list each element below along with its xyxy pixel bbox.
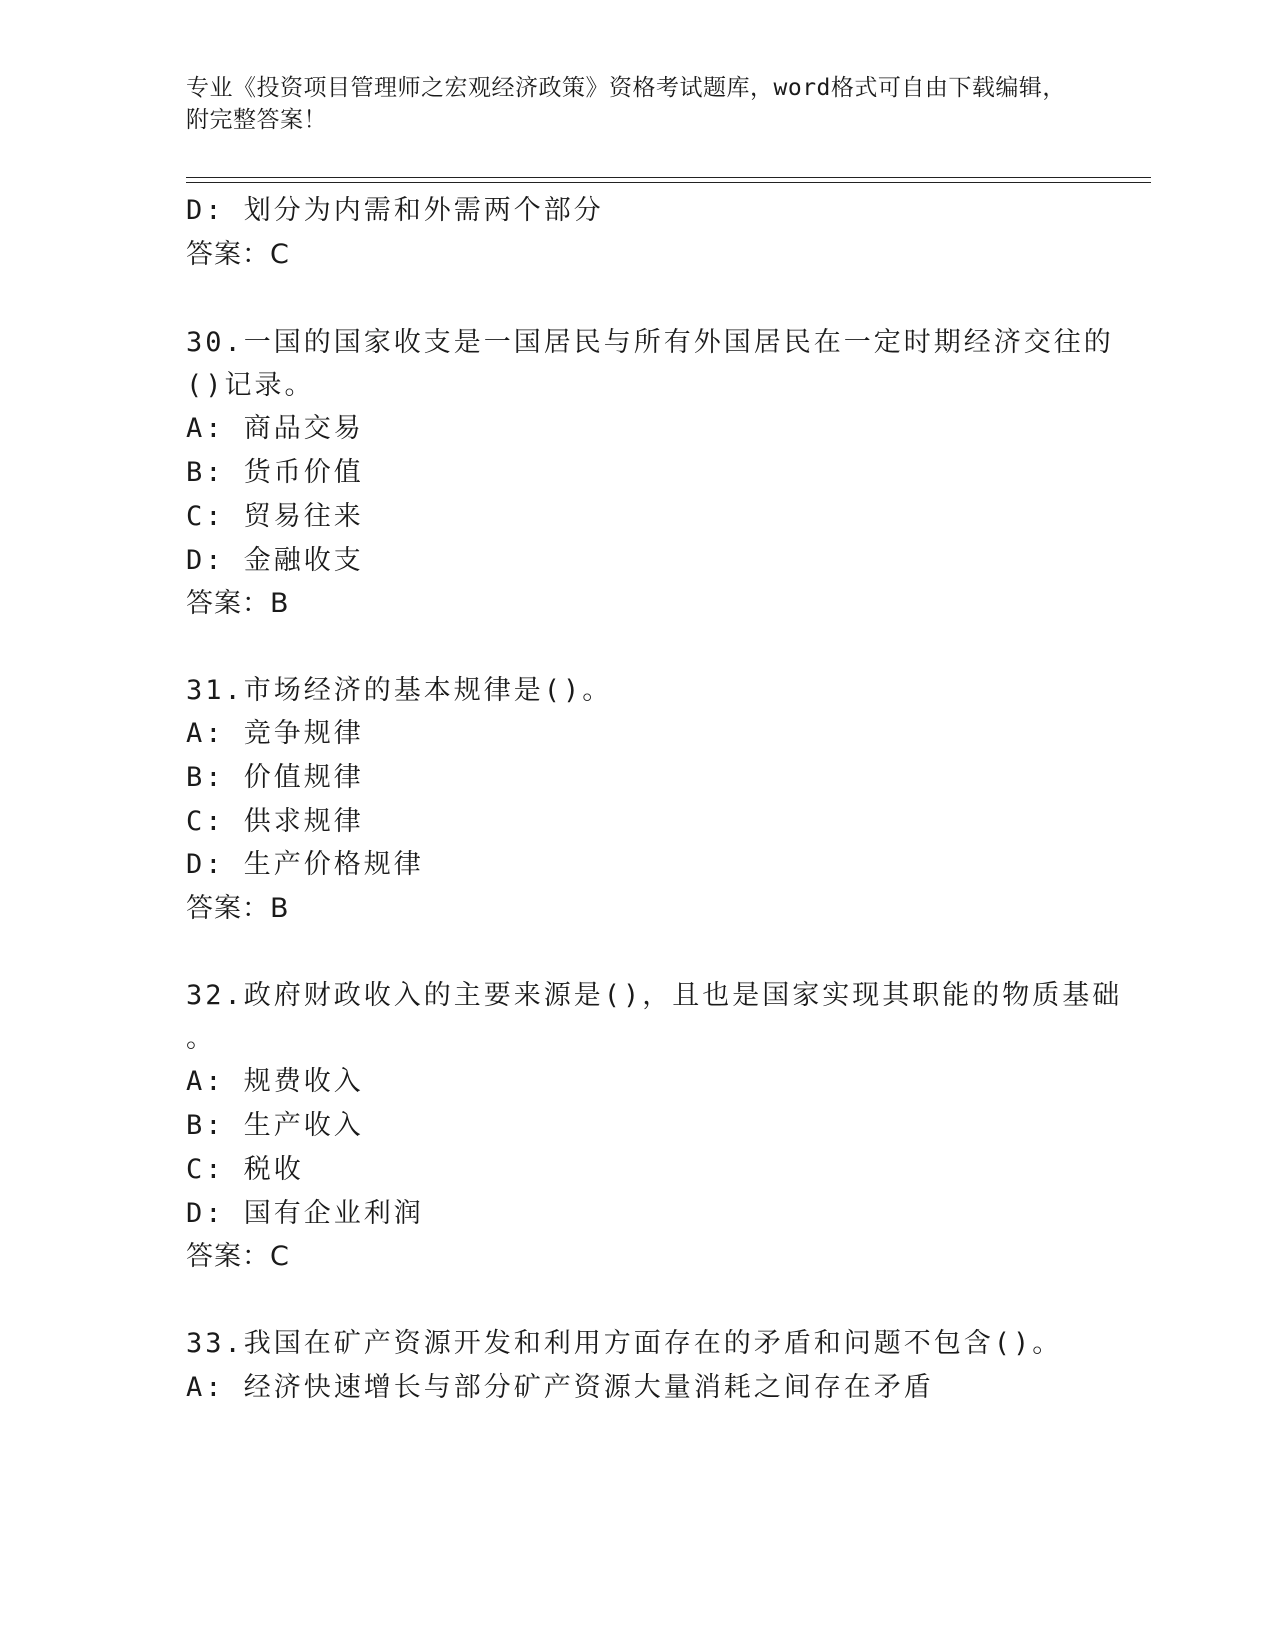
option-d: D: 划分为内需和外需两个部分 xyxy=(186,195,604,226)
question-stem: 31.市场经济的基本规律是()。 xyxy=(186,675,613,706)
question-stem-continued: 。 xyxy=(186,1023,216,1054)
option-a: A: 经济快速增长与部分矿产资源大量消耗之间存在矛盾 xyxy=(186,1372,934,1403)
option-d: D: 国有企业利润 xyxy=(186,1198,424,1229)
option-d: D: 金融收支 xyxy=(186,545,364,576)
question-stem: 33.我国在矿产资源开发和利用方面存在的矛盾和问题不包含()。 xyxy=(186,1328,1063,1359)
option-c: C: 贸易往来 xyxy=(186,501,364,532)
page-header: 专业《投资项目管理师之宏观经济政策》资格考试题库，word格式可自由下载编辑，附完整答案！ xyxy=(186,75,1066,133)
question-stem: 32.政府财政收入的主要来源是()，且也是国家实现其职能的物质基础 xyxy=(186,980,1123,1011)
header-rule-top xyxy=(186,177,1151,178)
option-d: D: 生产价格规律 xyxy=(186,849,424,880)
answer-line: 答案：C xyxy=(186,1241,290,1272)
question-stem-continued: ()记录。 xyxy=(186,370,315,401)
answer-line: 答案：B xyxy=(186,893,290,924)
question-stem: 30.一国的国家收支是一国居民与所有外国居民在一定时期经济交往的 xyxy=(186,327,1114,358)
answer-line: 答案：C xyxy=(186,239,290,270)
option-b: B: 货币价值 xyxy=(186,457,364,488)
option-a: A: 商品交易 xyxy=(186,413,364,444)
option-a: A: 规费收入 xyxy=(186,1066,364,1097)
header-rule-bottom xyxy=(186,182,1151,183)
option-b: B: 价值规律 xyxy=(186,762,364,793)
answer-line: 答案：B xyxy=(186,588,290,619)
option-c: C: 税收 xyxy=(186,1154,304,1185)
option-a: A: 竞争规律 xyxy=(186,718,364,749)
option-b: B: 生产收入 xyxy=(186,1110,364,1141)
option-c: C: 供求规律 xyxy=(186,806,364,837)
